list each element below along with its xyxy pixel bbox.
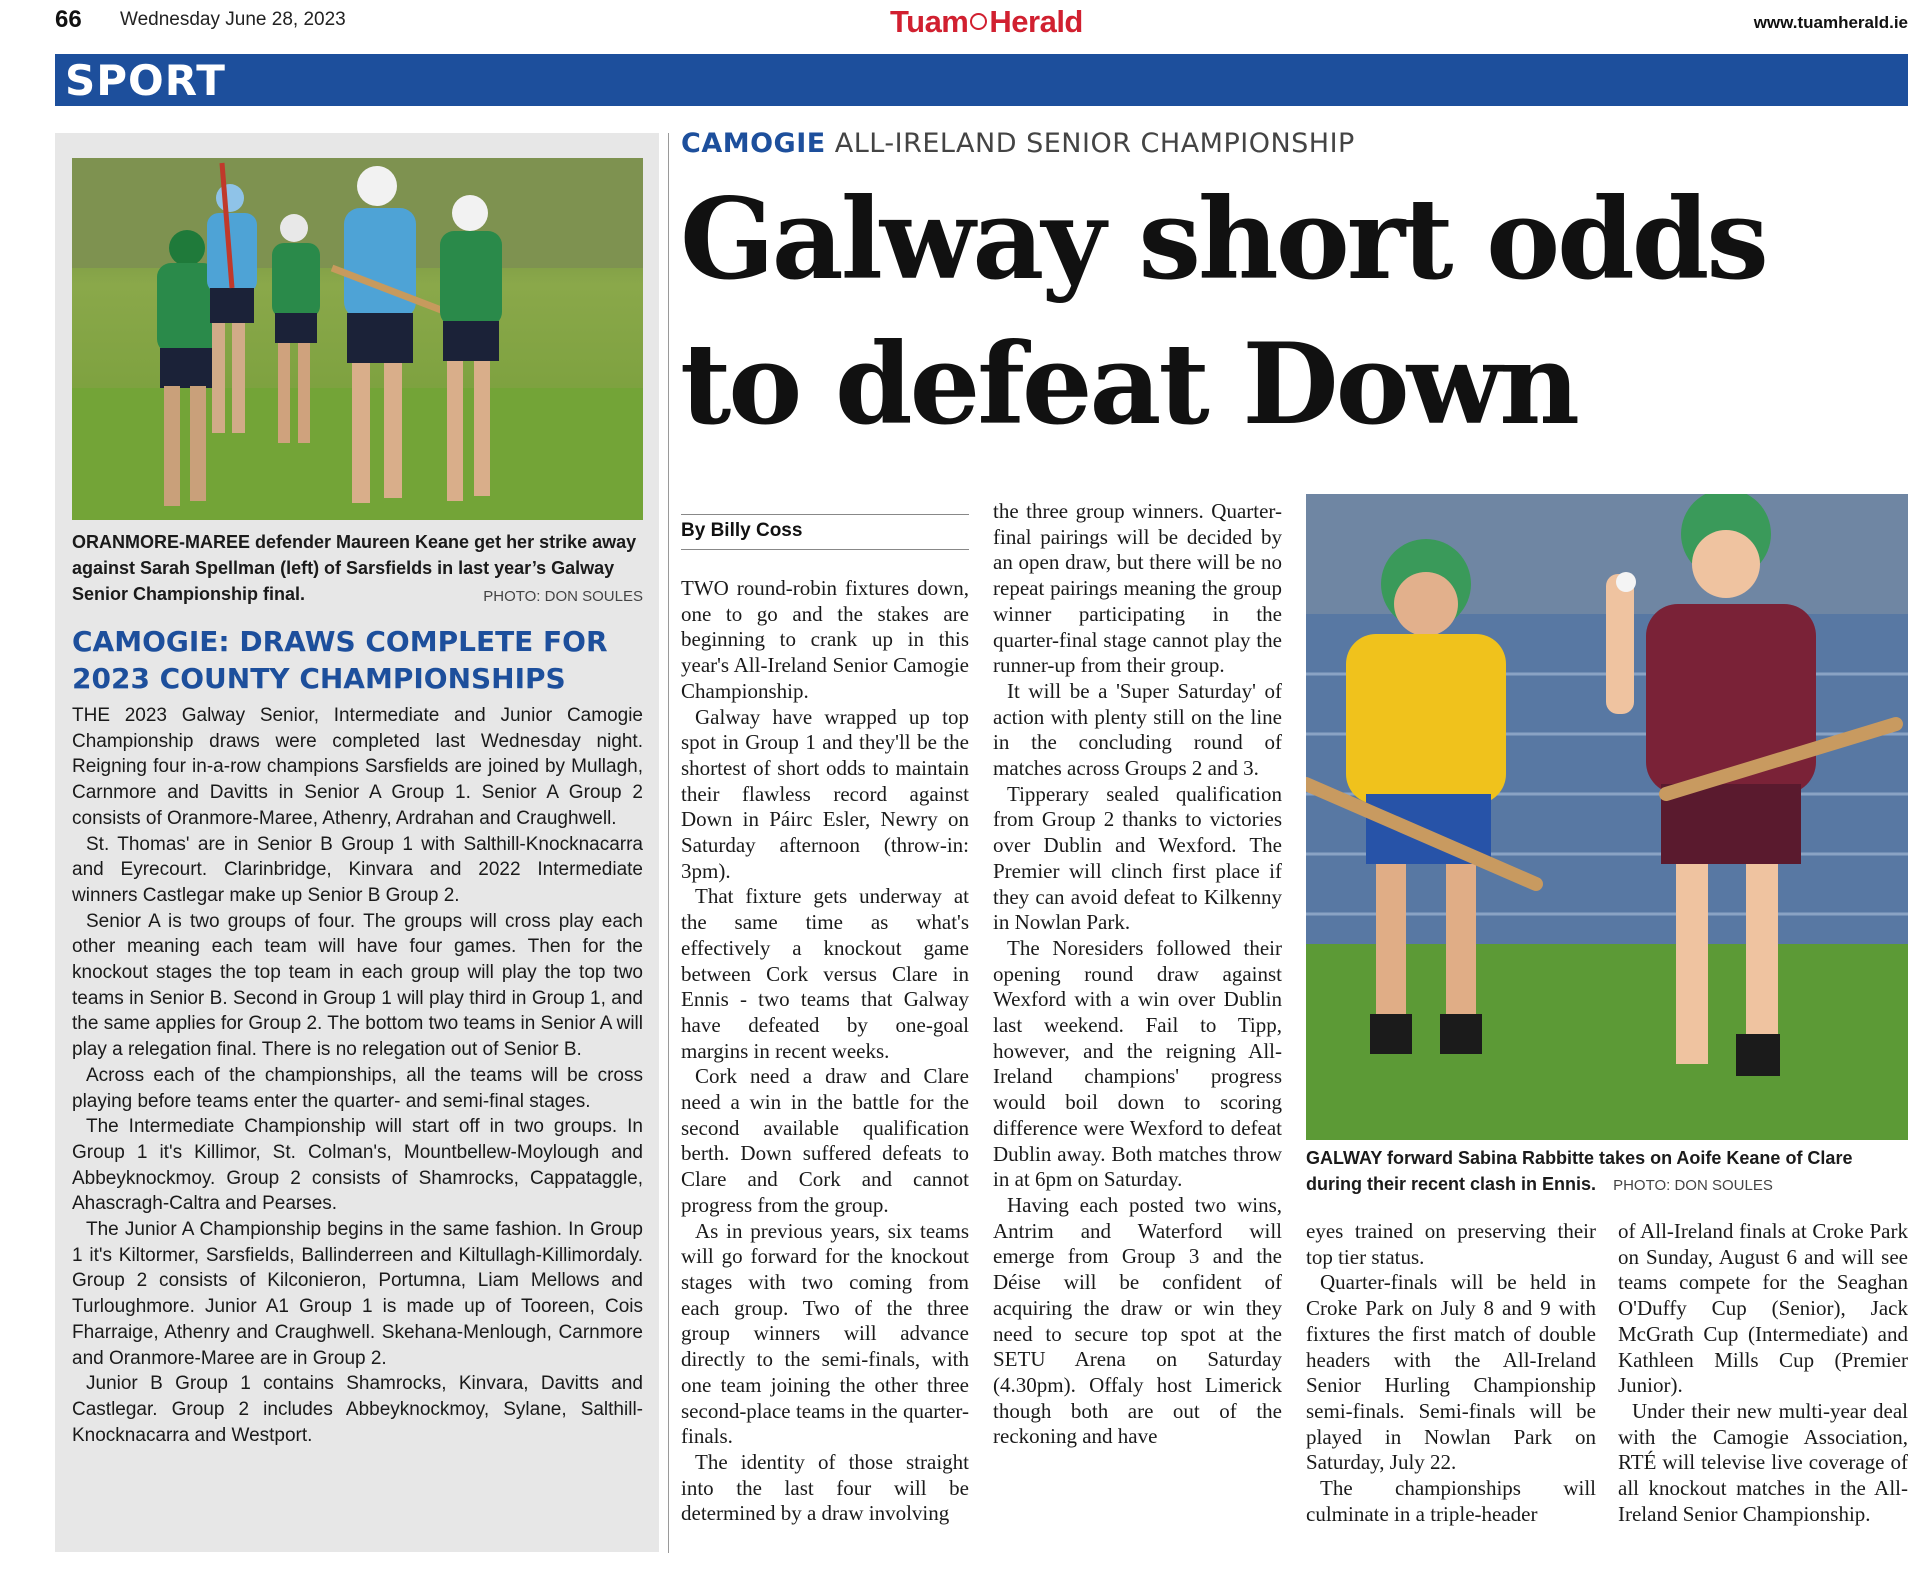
byline (681, 514, 969, 550)
sidebar-photo-caption (72, 529, 643, 610)
caption-text: ORANMORE-MAREE defender Maureen Keane get her strike away against Sarah Spellman (left) of Sarsfields in last year’s Galway Senior Championship final. (72, 532, 637, 604)
story-column-1 (681, 576, 969, 1556)
headline-line: to defeat Down (680, 320, 1577, 450)
paragraph: Quarter-finals will be held in Croke Park on July 8 and 9 with fixtures the first match of double headers with the All-Ireland Senior Hurling Championship semi-finals. Semi-finals will be played in Nowlan Park on Saturday, July 22. (1306, 1270, 1596, 1475)
section-banner (55, 54, 1908, 106)
page-number: 66 (55, 6, 82, 33)
kicker-sport: CAMOGIE (681, 128, 826, 159)
paragraph: The Junior A Championship begins in the same fashion. In Group 1 it's Kiltormer, Sarsfields, Ballinderreen and Kiltullagh-Killimordaly. Group 2 consists of Kilconieron, Portumna, Liam Mellows and Turloughmore. Junior A1 Group 1 is made up of Tooreen, Cois Fharraige, Athenry and Craughwell. Skehana-Menlough, Carnmore and Oranmore-Maree are in Group 2. (72, 1219, 643, 1369)
caption-text: GALWAY forward Sabina Rabbitte takes on Aoife Keane of Clare during their recent clash in Ennis. (1306, 1148, 1853, 1194)
sidebar-headline: CAMOGIE: DRAWS COMPLETE FOR 2023 COUNTY CHAMPIONSHIPS (72, 625, 608, 695)
kicker-competition: ALL-IRELAND SENIOR CHAMPIONSHIP (834, 128, 1355, 159)
paragraph: Tipperary sealed qualification from Group 2 thanks to victories over Dublin and Wexford. The Premier will clinch first place if they can avoid defeat to Kilkenny in Nowlan Park. (993, 781, 1282, 935)
paragraph: of All-Ireland finals at Croke Park on Sunday, August 6 and will see teams compete for the Seaghan O'Duffy Cup (Senior), Jack McGrath Cup (Intermediate) and Kathleen Mills Cup (Premier Junior). (1618, 1219, 1908, 1398)
paragraph: Senior A is two groups of four. The groups will cross play each other meaning each team will have four games. Then for the knockout stages the top team in each group will play the top two teams in Senior B. Second in Group 1 will play third in Group 1, and the same applies for Group 2. The bottom two teams in Senior A will play a relegation final. There is no relegation out of Senior B. (72, 910, 643, 1061)
paragraph: It will be a 'Super Saturday' of action with plenty still on the line in the concluding round of matches across Groups 2 and 3. (993, 678, 1282, 781)
story-column-4 (1618, 1219, 1908, 1556)
paragraph: The Intermediate Championship will start off in two groups. In Group 1 it's Killimor, St. Colman's, Mountbellew-Moylough and Abbeyknockmoy. Group 2 consists of Shamrocks, Cappataggle, Ahascragh-Caltra and Pearses. (72, 1116, 643, 1215)
paragraph: The championships will culminate in a triple-header (1306, 1476, 1596, 1526)
paragraph: That fixture gets underway at the same time as what's effectively a knockout game between Cork versus Clare in Ennis - two teams that Galway have defeated by one-goal margins in recent weeks. (681, 884, 969, 1063)
story-column-3 (1306, 1219, 1596, 1556)
issue-date: Wednesday June 28, 2023 (120, 9, 346, 30)
sidebar-article-body (72, 703, 643, 1448)
section-title: SPORT (65, 56, 226, 105)
sidebar-photo (72, 158, 643, 520)
page-header (0, 0, 1920, 52)
main-headline (680, 168, 1910, 458)
paragraph: As in previous years, six teams will go forward for the knockout stages with two coming from each group. Two of the three group winners will advance directly to the semi-finals, with one team joining the other three second-place teams in the quarter-finals. (681, 1218, 969, 1449)
masthead-left-word: Tuam (890, 4, 969, 39)
paragraph: Across each of the championships, all the teams will be cross playing before teams enter the quarter- and semi-final stages. (72, 1064, 643, 1112)
paragraph: Under their new multi-year deal with the Camogie Association, RTÉ will televise live coverage of all knockout matches in the All-Ireland Senior Championship. (1618, 1398, 1908, 1526)
story-column-2 (993, 499, 1282, 1556)
website-url[interactable]: www.tuamherald.ie (1753, 13, 1908, 32)
sliotar-icon (970, 13, 987, 30)
paragraph: TWO round-robin fixtures down, one to go and the stakes are beginning to crank up in this year's All-Ireland Senior Camogie Championship. (681, 576, 969, 703)
photo-credit: PHOTO: DON SOULES (483, 588, 643, 605)
paragraph: The identity of those straight into the last four will be determined by a draw involving (681, 1449, 969, 1526)
paragraph: Galway have wrapped up top spot in Group 1 and they'll be the shortest of short odds to maintain their flawless record against Down in Páirc Esler, Newry on Saturday afternoon (throw-in: 3pm). (681, 704, 969, 883)
headline-line: Galway short odds (680, 175, 1766, 305)
photo-credit: PHOTO: DON SOULES (1613, 1177, 1773, 1194)
masthead-right-word: Herald (989, 4, 1083, 39)
sidebar-panel (55, 133, 659, 1552)
main-photo (1306, 494, 1908, 1140)
paragraph: Cork need a draw and Clare need a win in the battle for the second available qualification berth. Down suffered defeats to Clare and Cork and cannot progress from the group. (681, 1064, 969, 1217)
paragraph: THE 2023 Galway Senior, Intermediate and Junior Camogie Championship draws were completed last Wednesday night. Reigning four in-a-row champions Sarsfields are joined by Mullagh, Carnmore and Davitts in Senior A Group 1. Senior A Group 2 consists of Oranmore-Maree, Athenry, Ardrahan and Craughwell. (72, 705, 643, 829)
byline-author: By Billy Coss (681, 520, 803, 541)
paragraph: St. Thomas' are in Senior B Group 1 with Salthill-Knocknacarra and Eyrecourt. Clarinbridge, Kinvara and 2022 Intermediate winners Castlegar make up Senior B Group 2. (72, 833, 643, 906)
column-divider (668, 133, 669, 1553)
paragraph: eyes trained on preserving their top tier status. (1306, 1219, 1596, 1269)
main-photo-caption (1306, 1145, 1908, 1199)
story-kicker (681, 128, 1355, 159)
paragraph: Having each posted two wins, Antrim and Waterford will emerge from Group 3 and the Déise will be confident of acquiring the draw or win they need to secure top spot at the SETU Arena on Saturday (4.30pm). Offaly host Limerick though both are out of the reckoning and have (993, 1192, 1282, 1449)
paragraph: the three group winners. Quarter-final pairings will be decided by an open draw, but there will be no repeat pairings meaning the group winner participating in the quarter-final stage cannot play the runner-up from their group. (993, 499, 1282, 678)
paragraph: Junior B Group 1 contains Shamrocks, Kinvara, Davitts and Castlegar. Group 2 includes Abbeyknockmoy, Sylane, Salthill-Knocknacarra and Westport. (72, 1373, 643, 1446)
paragraph: The Noresiders followed their opening round draw against Wexford with a win over Dublin last weekend. Fail to Tipp, however, and the reigning All-Ireland champions' progress would boil down to scoring difference were Wexford to defeat Dublin away. Both matches throw in at 6pm on Saturday. (993, 935, 1282, 1192)
masthead-logo (890, 4, 1083, 40)
